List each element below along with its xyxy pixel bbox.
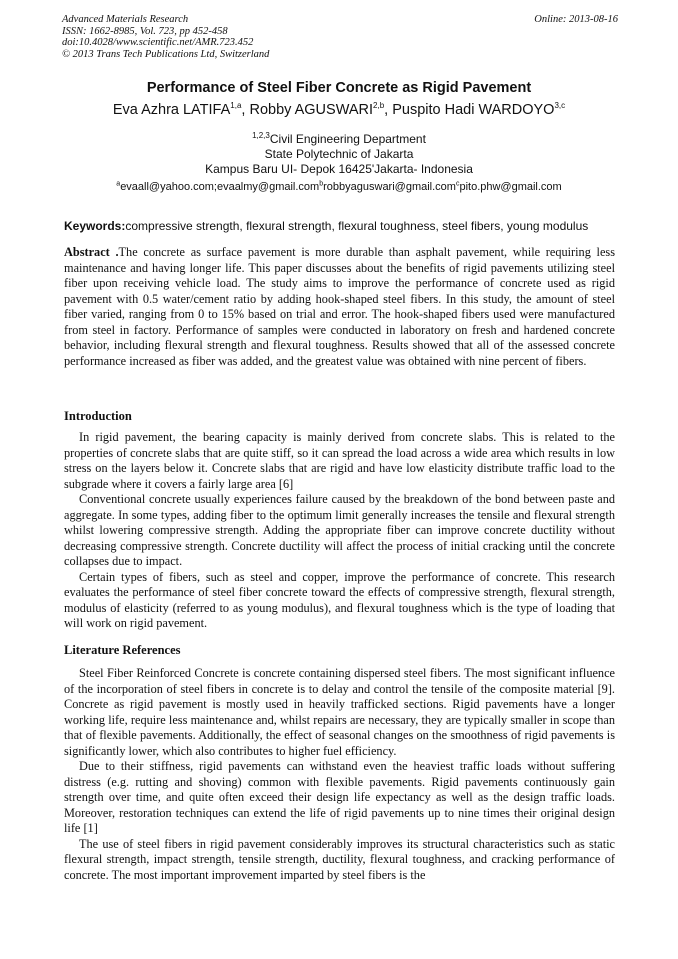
affiliation-school: State Polytechnic of Jakarta xyxy=(264,147,414,161)
keywords-label: Keywords: xyxy=(64,219,126,233)
affiliation-address: Kampus Baru UI- Depok 16425'Jakarta- Indonesia xyxy=(205,162,473,176)
author-sup: 3,c xyxy=(554,101,566,111)
affiliation-dept: Civil Engineering Department xyxy=(269,132,426,146)
email-link[interactable]: evaall@yahoo.com;evaalmy@gmail.com xyxy=(120,181,320,193)
paper-title: Performance of Steel Fiber Concrete as Rigid Pavement xyxy=(146,80,532,96)
email-line xyxy=(40,181,638,193)
email-link[interactable]: robbyaguswari@gmail.com xyxy=(323,181,456,193)
email-sup: a xyxy=(116,180,121,188)
author-sup: 2,b xyxy=(373,101,385,111)
introduction-heading: Introduction xyxy=(64,409,132,423)
keywords-text: compressive strength, flexural strength, flexural toughness, steel fibers, young modulus xyxy=(125,219,589,233)
author-name: Robby AGUSWARI xyxy=(249,102,374,118)
journal-name: Advanced Materials Research xyxy=(62,14,189,25)
abstract xyxy=(64,245,615,369)
introduction-body xyxy=(64,430,615,632)
paragraph: Certain types of fibers, such as steel and copper, improve the performance of concrete. This research evaluates the performance of steel fiber concrete toward the effects of compressive strength, flexural strength, modulus of elasticity (referred to as young modulus), and flexural toughness which is the type of loading that will work on rigid pavement. xyxy=(64,569,615,630)
keywords xyxy=(64,219,624,233)
issn-line: ISSN: 1662-8985, Vol. 723, pp 452-458 xyxy=(62,25,228,37)
paragraph: Due to their stiffness, rigid pavements can withstand even the heaviest traffic loads without suffering distress (e.g. rutting and shoving) common with flexible pavements. Rigid pavements continuously gain strength over time, and quite often exceed their design life expectancy as well as the design traffic loads. Moreover, restoration techniques can extend the life of rigid pavements up to nine times their original design life [1] xyxy=(64,759,615,835)
doi-line: doi:10.4028/www.scientific.net/AMR.723.452 xyxy=(62,37,254,48)
copyright-line: © 2013 Trans Tech Publications Ltd, Switzerland xyxy=(62,48,270,60)
paragraph: Conventional concrete usually experiences failure caused by the breakdown of the bond between paste and aggregate. In some types, adding fiber to the optimum limit generally increases the tensile and flexural strength whilst lowering compressive strength. Adding the appropriate fiber can improve concrete ductility without decreasing compressive strength. Concrete ductility will affect the process of initial cracking until the concrete collapses due to impact. xyxy=(64,492,615,568)
journal-header xyxy=(62,14,618,60)
author-name: Eva Azhra LATIFA xyxy=(112,102,231,118)
paragraph: Steel Fiber Reinforced Concrete is concrete containing dispersed steel fibers. The most significant influence of the incorporation of steel fibers in concrete is to delay and control the tensile of the composite material [9]. Concrete as rigid pavement is mostly used in heavily trafficked sections. Rigid pavements have a longer working life, require less maintenance and, whilst repairs are necessary, they are typically smaller in scope than that of flexible pavements. Additionally, the effect of seasonal changes on the smoothness of rigid pavements is significantly lower, which also contributes to higher fuel efficiency. xyxy=(64,666,615,758)
paragraph: In rigid pavement, the bearing capacity is mainly derived from concrete slabs. This is related to the properties of concrete slabs that are quite stiff, so it can spread the load across a wide area which results in low stress on the layers below it. Concrete slabs that are rigid and have low elasticity distribute traffic load to the subgrade where it covers a fairly large area [6] xyxy=(64,430,615,491)
affiliation-sup: 1,2,3 xyxy=(252,131,270,140)
abstract-label: Abstract . xyxy=(64,245,119,259)
abstract-text: The concrete as surface pavement is more durable than asphalt pavement, while requiring less maintenance and having longer life. This paper discusses about the benefits of rigid pavements utilizing steel fiber upon receiving vehicle load. The study aims to improve the performance of concrete used as rigid pavement with 0.5 water/cement ratio by adding hook-shaped steel fibers. In this study, the amount of steel fiber varied, ranging from 0 to 15% based on trial and error. The hook-shaped fibers used were manufactured from steel in factory. Performance of samples were conducted in laboratory on fresh and hardened concrete behavior, including flexural strength and flexural toughness. Results showed that all of the assessed concrete performance increased as fiber was added, and the greatest value was obtained with nine percent of fibers. xyxy=(64,245,615,368)
email-sup: b xyxy=(319,180,324,188)
online-date: Online: 2013-08-16 xyxy=(534,14,618,25)
literature-heading: Literature References xyxy=(64,643,181,657)
author-name: Puspito Hadi WARDOYO xyxy=(392,102,555,118)
affiliation xyxy=(40,132,638,177)
author-sup: 1,a xyxy=(230,101,242,111)
email-link[interactable]: pito.phw@gmail.com xyxy=(459,181,562,193)
paragraph: The use of steel fibers in rigid pavement considerably improves its structural characteristics such as static flexural strength, impact strength, tensile strength, ductility, flexural toughness, and cracking performance of concrete. The most important improvement imparted by steel fibers is the xyxy=(64,836,615,882)
author-list: Eva Azhra LATIFA$^{1,a}$, Robby AGUSWARI$^{2,b}$, Puspito Hadi WARDOYO$^{3,c}$ xyxy=(112,101,566,118)
email-sup: c xyxy=(455,180,460,188)
literature-body xyxy=(64,666,615,883)
